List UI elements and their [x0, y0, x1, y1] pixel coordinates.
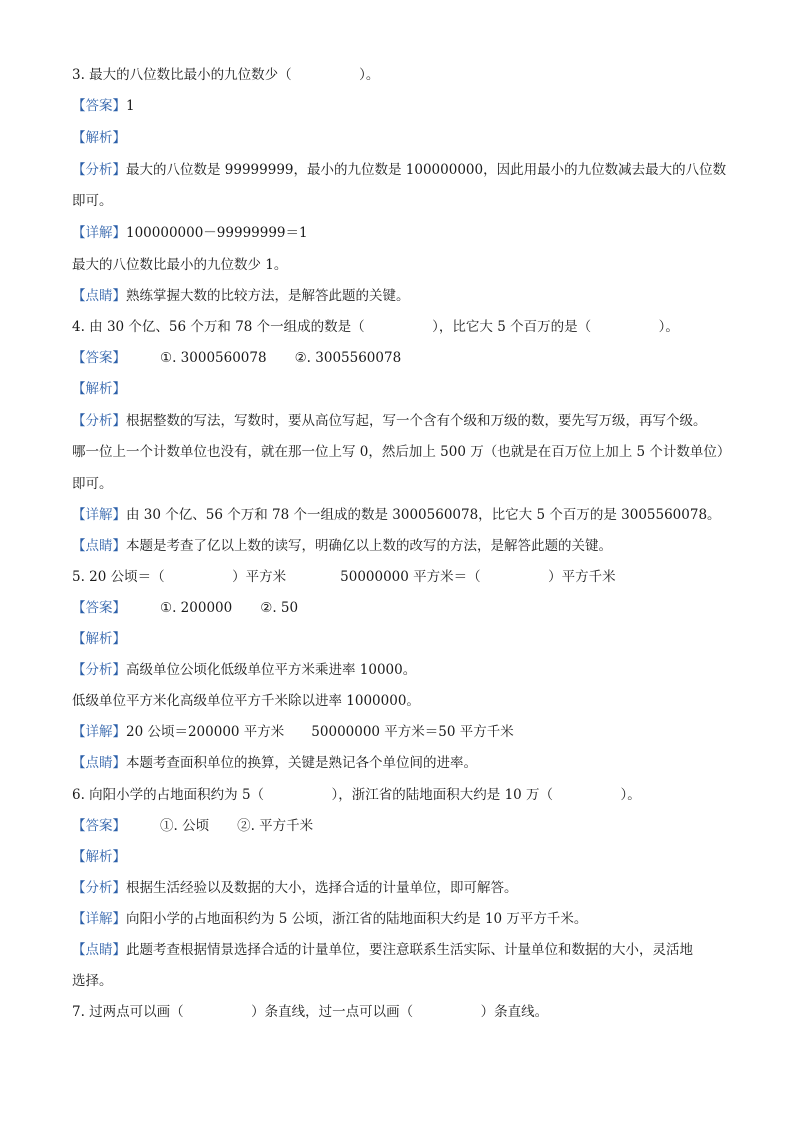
q4-answer-line — [72, 349, 401, 367]
q6-fenxi-text-1: 根据生活经验以及数据的大小，选择合适的计量单位，即可解答。 — [126, 880, 518, 896]
q3-fenxi-line-2: 即可。 — [72, 193, 113, 209]
q5-fenxi-line-1 — [72, 661, 416, 679]
q3-dianjing-line — [72, 287, 410, 305]
fenxi-tag: 【分析】 — [72, 662, 126, 678]
answer-tag: 【答案】 — [72, 818, 126, 834]
fenxi-tag: 【分析】 — [72, 880, 126, 896]
q4-dianjing-text: 本题是考查了亿以上数的读写，明确亿以上数的改写的方法，是解答此题的关键。 — [126, 538, 612, 554]
q5-xiangjie-text: 20 公顷＝200000 平方米 50000000 平方米＝50 平方千米 — [126, 724, 514, 740]
q3-jiexi-tag: 【解析】 — [72, 130, 126, 146]
q4-answer-1: ①. 3000560078 — [160, 350, 267, 366]
q5-dianjing-text: 本题考查面积单位的换算，关键是熟记各个单位间的进率。 — [126, 755, 477, 771]
q5-fenxi-text-1: 高级单位公顷化低级单位平方米乘进率 10000。 — [126, 662, 417, 678]
q6-answer-1: ①. 公顷 — [160, 818, 210, 834]
q4-answer-2: ②. 3005560078 — [294, 350, 402, 366]
q6-xiangjie-line — [72, 910, 587, 928]
q6-answer-line — [72, 817, 313, 835]
answer-tag: 【答案】 — [72, 600, 126, 616]
xiangjie-tag: 【详解】 — [72, 724, 126, 740]
xiangjie-tag: 【详解】 — [72, 225, 126, 241]
dianjing-tag: 【点睛】 — [72, 755, 126, 771]
q3-answer-line — [72, 97, 135, 115]
fenxi-tag: 【分析】 — [72, 162, 126, 178]
q3-fenxi-line-1 — [72, 161, 726, 179]
q5-dianjing-line — [72, 754, 477, 772]
question-4: 4. 由 30 个亿、56 个万和 78 个一组成的数是（ ），比它大 5 个百万的是（ ）。 — [72, 319, 679, 335]
q4-fenxi-line-1 — [72, 412, 707, 430]
q3-fenxi-text-1: 最大的八位数是 99999999，最小的九位数是 100000000，因此用最小的九位数减去最大的八位数 — [126, 162, 727, 178]
dianjing-tag: 【点睛】 — [72, 288, 126, 304]
xiangjie-tag: 【详解】 — [72, 507, 126, 523]
question-7: 7. 过两点可以画（ ）条直线，过一点可以画（ ）条直线。 — [72, 1004, 549, 1020]
q3-xiangjie-line-2: 最大的八位数比最小的九位数少 1。 — [72, 257, 288, 273]
q5-fenxi-line-2: 低级单位平方米化高级单位平方千米除以进率 1000000。 — [72, 693, 420, 709]
question-3: 3. 最大的八位数比最小的九位数少（ ）。 — [72, 67, 380, 83]
dianjing-tag: 【点睛】 — [72, 942, 126, 958]
answer-tag: 【答案】 — [72, 350, 126, 366]
q3-dianjing-text: 熟练掌握大数的比较方法，是解答此题的关键。 — [126, 288, 410, 304]
question-5: 5. 20 公顷＝（ ）平方米 50000000 平方米＝（ ）平方千米 — [72, 569, 616, 585]
q6-xiangjie-text: 向阳小学的占地面积约为 5 公顷，浙江省的陆地面积大约是 10 万平方千米。 — [126, 911, 588, 927]
q4-xiangjie-text: 由 30 个亿、56 个万和 78 个一组成的数是 3000560078，比它大 5 个百万的是 3005560078。 — [126, 507, 721, 523]
q4-fenxi-text-1: 根据整数的写法，写数时，要从高位写起，写一个含有个级和万级的数，要先写万级，再写个级。 — [126, 413, 707, 429]
q4-fenxi-line-3: 即可。 — [72, 476, 113, 492]
q4-jiexi-tag: 【解析】 — [72, 381, 126, 397]
q6-answer-2: ②. 平方千米 — [237, 818, 314, 834]
xiangjie-tag: 【详解】 — [72, 911, 126, 927]
q3-answer: 1 — [126, 98, 135, 114]
q6-dianjing-line-1 — [72, 941, 693, 959]
q3-xiangjie-text: 100000000－99999999＝1 — [126, 225, 308, 241]
q5-answer-line — [72, 599, 298, 617]
question-6: 6. 向阳小学的占地面积约为 5（ ），浙江省的陆地面积大约是 10 万（ ）。 — [72, 787, 641, 803]
q3-xiangjie-line — [72, 224, 308, 242]
q5-xiangjie-line — [72, 723, 514, 741]
fenxi-tag: 【分析】 — [72, 413, 126, 429]
q6-jiexi-tag: 【解析】 — [72, 849, 126, 865]
answer-tag: 【答案】 — [72, 98, 126, 114]
q5-answer-2: ②. 50 — [260, 600, 299, 616]
q6-fenxi-line-1 — [72, 879, 518, 897]
q5-jiexi-tag: 【解析】 — [72, 631, 126, 647]
q6-dianjing-line-2: 选择。 — [72, 973, 113, 989]
q4-dianjing-line — [72, 537, 612, 555]
q6-dianjing-text-1: 此题考查根据情景选择合适的计量单位，要注意联系生活实际、计量单位和数据的大小，灵活地 — [126, 942, 693, 958]
q5-answer-1: ①. 200000 — [160, 600, 233, 616]
q4-fenxi-line-2: 哪一位上一个计数单位也没有，就在那一位上写 0，然后加上 500 万（也就是在百万位上加上 5 个计数单位） — [72, 444, 731, 460]
dianjing-tag: 【点睛】 — [72, 538, 126, 554]
q4-xiangjie-line — [72, 506, 721, 524]
